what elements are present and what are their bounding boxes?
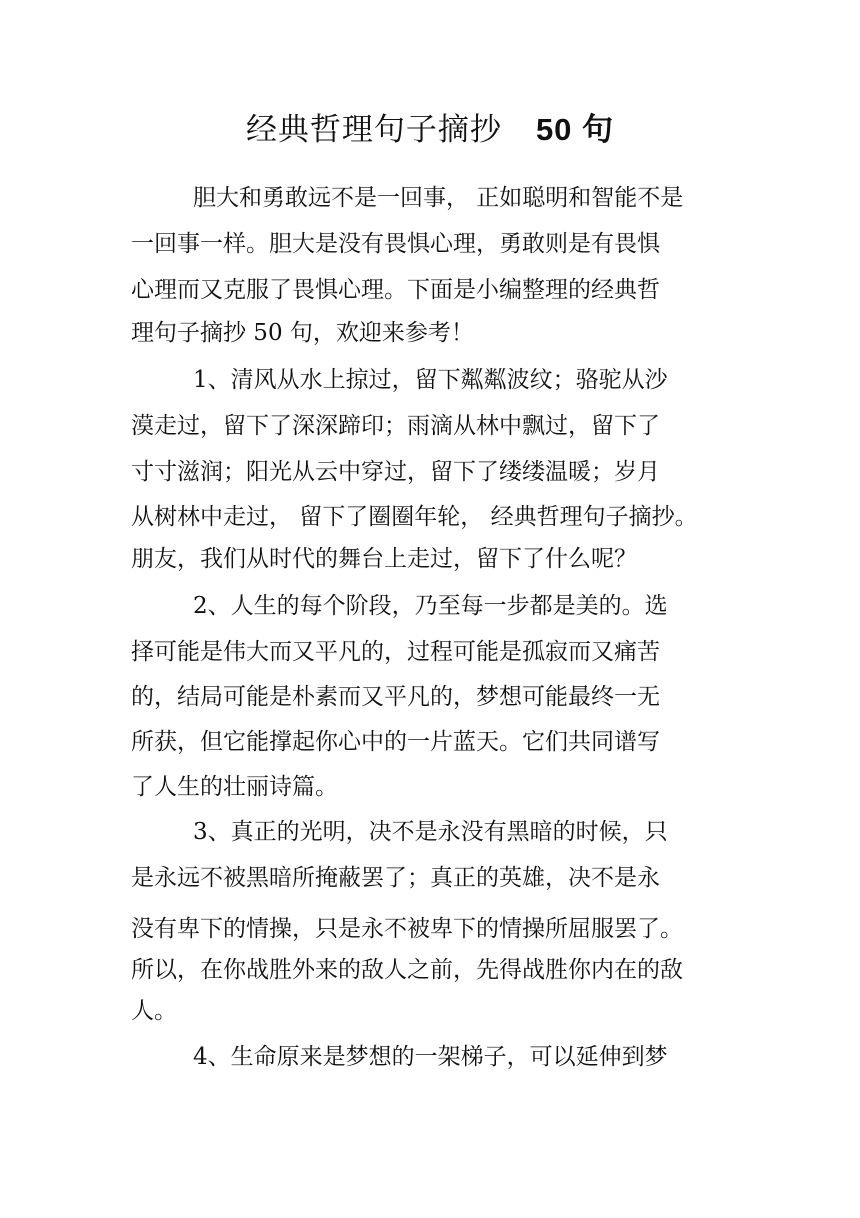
text-line: 3、真正的光明，决不是永没有黑暗的时候，只 (193, 819, 668, 845)
title-number: 50 句 (535, 112, 615, 147)
text-line: 4、生命原来是梦想的一架梯子，可以延伸到梦 (193, 1044, 668, 1070)
text-line: 从树林中走过， 留下了圈圈年轮， 经典哲理句子摘抄。 (131, 504, 698, 530)
text-line: 是永远不被黑暗所掩蔽罢了；真正的英雄，决不是永 (131, 865, 660, 891)
text-line: 没有卑下的情操，只是永不被卑下的情操所屈服罢了。 (131, 916, 683, 942)
text-line: 择可能是伟大而又平凡的，过程可能是孤寂而又痛苦 (131, 639, 660, 665)
text-line: 的，结局可能是朴素而又平凡的，梦想可能最终一无 (131, 684, 660, 710)
text-line: 理句子摘抄 50 句，欢迎来参考！ (131, 320, 474, 346)
text-line: 2、人生的每个阶段，乃至每一步都是美的。选 (193, 593, 668, 619)
title-text: 经典哲理句子摘抄 (245, 112, 502, 148)
text-line: 所获，但它能撑起你心中的一片蓝天。它们共同谱写 (131, 729, 660, 755)
text-line: 胆大和勇敢远不是一回事， 正如聪明和智能不是 (193, 185, 684, 211)
text-line: 了人生的壮丽诗篇。 (131, 774, 338, 800)
text-line: 所以，在你战胜外来的敌人之前，先得战胜你内在的敌 (131, 957, 683, 983)
text-line: 朋友，我们从时代的舞台上走过，留下了什么呢？ (131, 546, 637, 572)
text-line: 心理而又克服了畏惧心理。下面是小编整理的经典哲 (131, 277, 660, 303)
text-line: 1、清风从水上掠过，留下粼粼波纹；骆驼从沙 (193, 367, 668, 393)
text-line: 漠走过，留下了深深蹄印；雨滴从林中飘过，留下了 (131, 413, 660, 439)
text-line: 寸寸滋润；阳光从云中穿过，留下了缕缕温暖；岁月 (131, 459, 660, 485)
text-line: 一回事一样。胆大是没有畏惧心理，勇敢则是有畏惧 (131, 231, 660, 257)
page-title (0, 108, 860, 152)
text-line: 人。 (131, 998, 177, 1024)
